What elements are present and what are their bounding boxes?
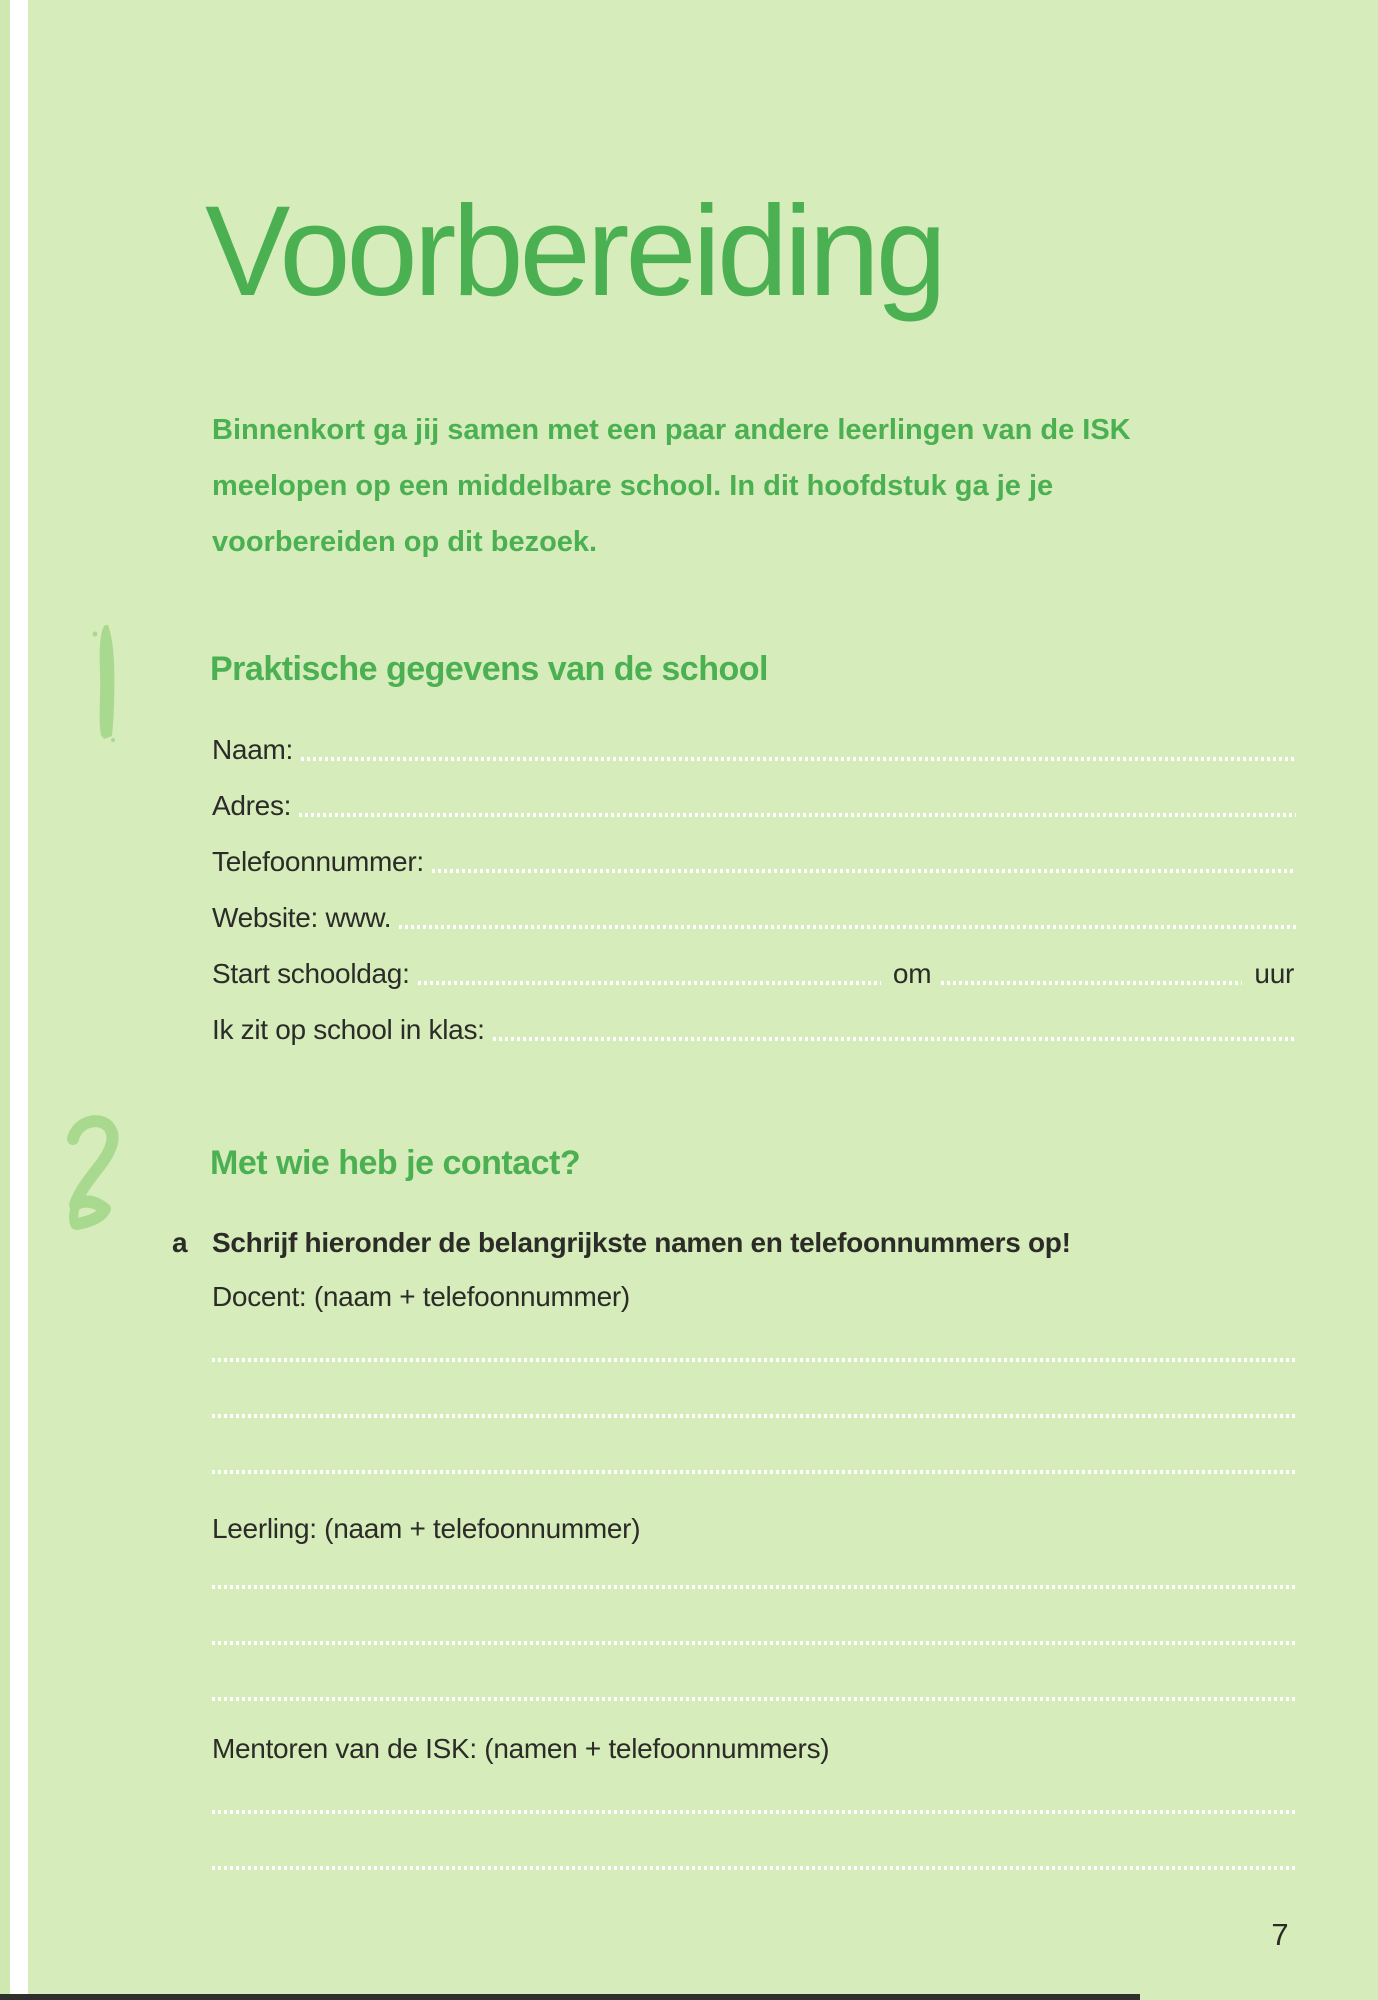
page-number: 7 xyxy=(1271,1917,1289,1952)
item-marker: a xyxy=(172,1227,188,1258)
section-1-number-icon xyxy=(88,622,120,742)
page-gutter-strip xyxy=(10,0,28,2000)
dotted-fill-line xyxy=(299,813,1296,817)
dotted-fill-line xyxy=(432,869,1296,873)
dotted-answer-line xyxy=(212,1697,1296,1701)
contact-label-mentoren: Mentoren van de ISK: (namen + telefoonnummers) xyxy=(212,1733,830,1764)
form-row-telefoonnummer xyxy=(212,844,1296,878)
contact-label-docent: Docent: (naam + telefoonnummer) xyxy=(212,1281,630,1312)
form-row-website xyxy=(212,900,1296,934)
page-edge-strip xyxy=(0,0,10,2000)
field-label-klas: Ik zit op school in klas: xyxy=(212,1014,485,1046)
section-2-heading: Met wie heb je contact? xyxy=(210,1144,581,1182)
dotted-answer-line xyxy=(212,1866,1296,1870)
form-row-adres xyxy=(212,788,1296,822)
section-2-number-icon xyxy=(60,1112,126,1230)
dotted-fill-line xyxy=(941,981,1242,985)
intro-line: voorbereiden op dit bezoek. xyxy=(212,526,598,558)
field-label-telefoonnummer: Telefoonnummer: xyxy=(212,846,424,878)
field-label-adres: Adres: xyxy=(212,790,292,822)
dotted-answer-line xyxy=(212,1470,1296,1474)
dotted-answer-line xyxy=(212,1810,1296,1814)
page-bottom-edge xyxy=(0,1994,1140,2000)
field-label-website: Website: www. xyxy=(212,902,392,934)
field-label-om: om xyxy=(892,958,932,990)
form-row-klas xyxy=(212,1012,1296,1046)
dotted-answer-line xyxy=(212,1585,1296,1589)
item-instruction: Schrijf hieronder de belangrijkste namen en telefoonnummers op! xyxy=(212,1227,1071,1258)
form-row-start-schooldag xyxy=(212,956,1296,990)
intro-paragraph xyxy=(212,402,1332,570)
field-label-start-schooldag: Start schooldag: xyxy=(212,958,410,990)
page-title: Voorbereiding xyxy=(205,180,943,323)
dotted-fill-line xyxy=(493,1037,1296,1041)
dotted-answer-line xyxy=(212,1414,1296,1418)
contact-label-leerling: Leerling: (naam + telefoonnummer) xyxy=(212,1513,641,1544)
dotted-fill-line xyxy=(399,925,1296,929)
section-1-heading: Praktische gegevens van de school xyxy=(210,650,768,688)
intro-line: meelopen op een middelbare school. In dit hoofdstuk ga je je xyxy=(212,470,1054,502)
intro-line: Binnenkort ga jij samen met een paar andere leerlingen van de ISK xyxy=(212,414,1131,446)
dotted-answer-line xyxy=(212,1641,1296,1645)
dotted-answer-line xyxy=(212,1358,1296,1362)
form-row-naam xyxy=(212,732,1296,766)
dotted-fill-line xyxy=(418,981,881,985)
exercise-item-a xyxy=(172,1228,1071,1259)
field-label-uur: uur xyxy=(1254,958,1294,990)
field-label-naam: Naam: xyxy=(212,734,293,766)
dotted-fill-line xyxy=(301,757,1296,761)
